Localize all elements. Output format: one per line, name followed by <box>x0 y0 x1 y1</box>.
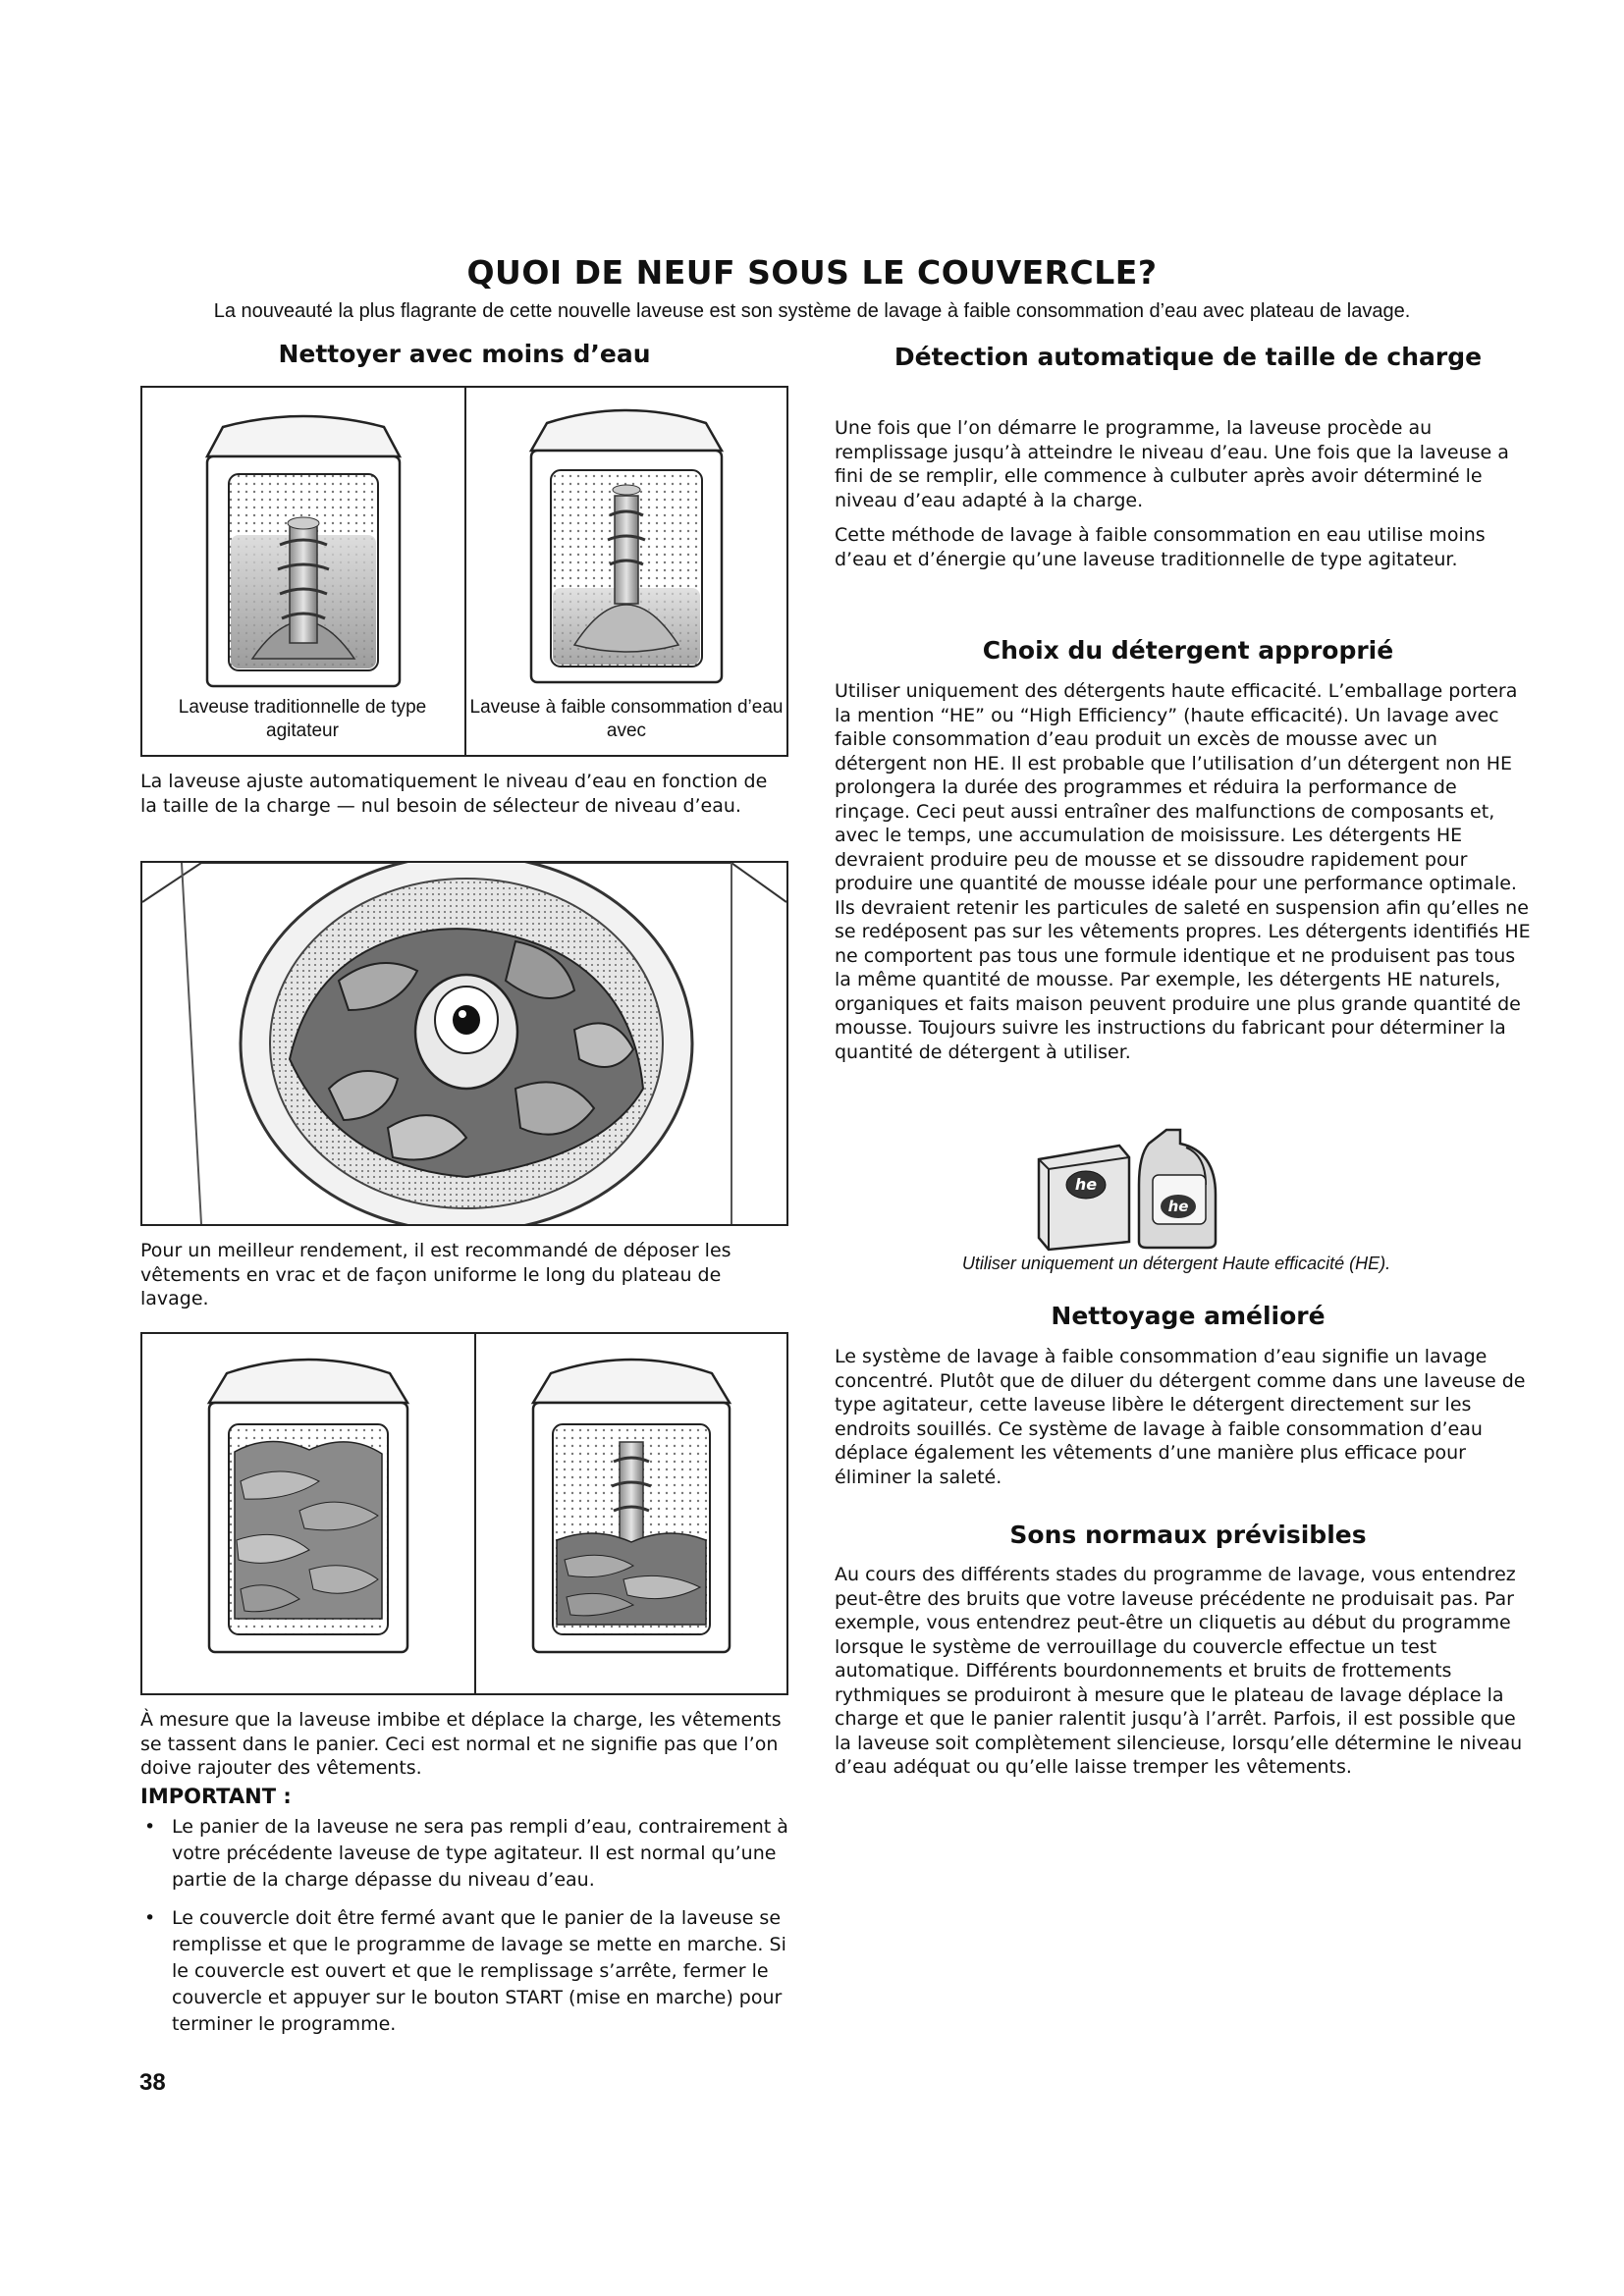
heading-less-water: Nettoyer avec moins d’eau <box>278 340 651 368</box>
paragraph-improved-cleaning: Le système de lavage à faible consommation d’eau signifie un lavage concentré. Plutôt que de diluer du détergent comme dans une laveuse de type agitateur, cette laveuse libère le détergent directement sur les endroits souillés. Ce système de lavage à faible consommation d’eau déplace également les vêtements d’une manière plus efficace pour éliminer la saleté. <box>835 1346 1526 1488</box>
page-title: QUOI DE NEUF SOUS LE COUVERCLE? <box>466 253 1158 292</box>
he-detergent-illustration <box>1031 1126 1227 1254</box>
paragraph: Cette méthode de lavage à faible consommation en eau utilise moins d’eau et d’énergie qu’une laveuse traditionnelle de type agitateur. <box>835 524 1486 570</box>
heading-normal-sounds: Sons normaux prévisibles <box>1009 1521 1367 1549</box>
page-number: 38 <box>139 2069 166 2096</box>
paragraph-normal-sounds: Au cours des différents stades du programme de lavage, vous entendrez peut-être des bruits que votre laveuse précédente ne produisait pas. Par exemple, vous entendrez peut-être un cliquetis au début du programme lorsque le système de verrouillage du couvercle effectue un test automatique. Différents bourdonnements et bruits de frottements rythmiques se produiront à mesure que le plateau de lavage déplace la charge et que le panier ralentit jusqu’à l’arrêt. Parfois, il est possible que la laveuse soit complètement silencieuse, lorsqu’elle détermine le niveau d’eau adéquat ou qu’elle laisse tremper les vêtements. <box>835 1564 1523 1778</box>
figure-load-in-drum <box>140 861 788 1226</box>
important-label: IMPORTANT : <box>140 1785 292 1808</box>
heading-improved-cleaning: Nettoyage amélioré <box>1051 1302 1326 1330</box>
paragraph-load-settling: À mesure que la laveuse imbibe et déplace la charge, les vêtements se tassent dans le panier. Ceci est normal et ne signifie pas que l’on doive rajouter des vêtements. <box>140 1709 782 1779</box>
caption-traditional-washer: Laveuse traditionnelle de type agitateur <box>178 697 427 741</box>
heading-auto-load-detection: Détection automatique de taille de charge <box>893 343 1483 371</box>
page-subtitle: La nouveauté la plus flagrante de cette nouvelle laveuse est son système de lavage à faible consommation d’eau avec plateau de lavage. <box>213 300 1411 322</box>
he-box-logo: he <box>1074 1175 1098 1194</box>
he-detergent-svg <box>1031 1126 1227 1254</box>
figure-washer-after <box>476 1334 786 1693</box>
washer-after-illustration <box>476 1334 786 1697</box>
paragraph-auto-water-level: La laveuse ajuste automatiquement le niveau d’eau en fonction de la taille de la charge — nul besoin de sélecteur de niveau d’eau. <box>140 771 768 817</box>
important-list <box>140 1814 798 2050</box>
heading-detergent-choice: Choix du détergent approprié <box>982 636 1394 665</box>
figure-load-settling <box>140 1332 788 1695</box>
caption-low-water-washer: Laveuse à faible consommation d’eau avec <box>469 697 784 741</box>
washer-before-illustration <box>142 1334 474 1697</box>
figure-washer-before <box>142 1334 474 1693</box>
he-bottle-logo: he <box>1167 1198 1189 1215</box>
caption-he-detergent: Utiliser uniquement un détergent Haute efficacité (HE). <box>961 1254 1391 1273</box>
load-in-drum-illustration <box>142 863 786 1224</box>
paragraph-load-distribution: Pour un meilleur rendement, il est recommandé de déposer les vêtements en vrac et de façon uniforme le long du plateau de lavage. <box>140 1240 731 1309</box>
section-auto-load-detection <box>835 416 1534 582</box>
list-item: • Le panier de la laveuse ne sera pas rempli d’eau, contrairement à votre précédente laveuse de type agitateur. Il est normal qu’une partie de la charge dépasse du niveau d’eau. <box>140 1814 798 1894</box>
paragraph-detergent: Utiliser uniquement des détergents haute efficacité. L’emballage portera la mention “HE” ou “High Efficiency” (haute efficacité). Un lavage avec faible consommation d’eau produit un excès de mousse avec un détergent non HE. Il est probable que l’utilisation d’un détergent non HE prolongera la durée des programmes et réduira la performance de rinçage. Ceci peut aussi entraîner des malfunctions de composants et, avec le temps, une accumulation de moisissure. Les détergents HE devraient produire peu de mousse et se dissoudre rapidement pour produire une quantité de mousse idéale pour une performance optimale. Ils devraient retenir les particules de saleté en suspension afin qu’elles ne se redéposent pas sur les vêtements propres. Les détergents identifiés HE ne comportent pas tous une formule identique et ne produisent pas tous la même quantité de mousse. Par exemple, les détergents HE naturels, organiques et faits maison peuvent produire une plus grande quantité de mousse. Toujours suivre les instructions du fabricant pour déterminer la quantité de détergent à utiliser. <box>835 680 1531 1063</box>
paragraph: Une fois que l’on démarre le programme, la laveuse procède au remplissage jusqu’à atteindre le niveau d’eau. Une fois que la laveuse a fini de se remplir, elle commence à culbuter après avoir déterminé le niveau d’eau adapté à la charge. <box>835 417 1509 511</box>
list-item: • Le couvercle doit être fermé avant que le panier de la laveuse se remplisse et que le programme de lavage se mette en marche. Si le couvercle est ouvert et que le remplissage s’arrête, fermer le couvercle et appuyer sur le bouton START (mise en marche) pour terminer le programme. <box>140 1905 798 2038</box>
